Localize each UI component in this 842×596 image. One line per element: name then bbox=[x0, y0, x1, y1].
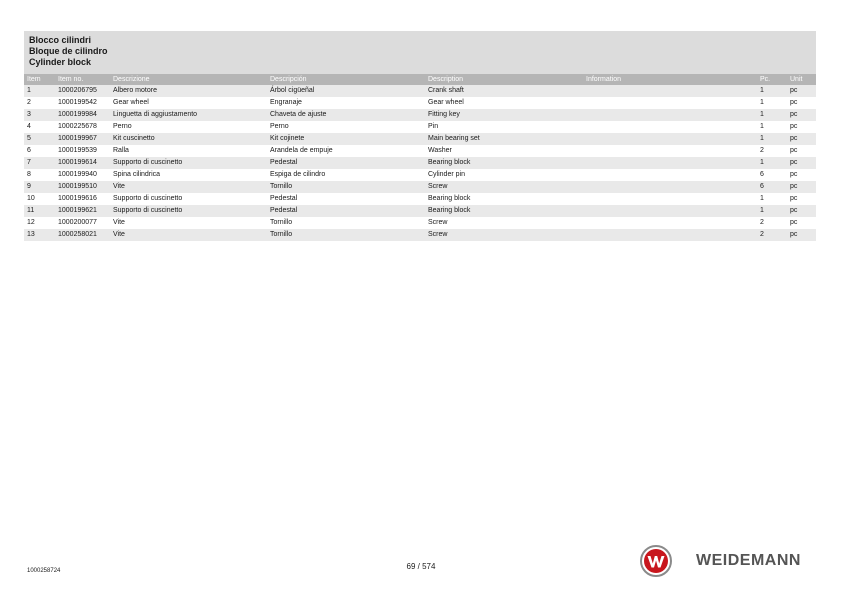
cell-quantity: 6 bbox=[757, 169, 787, 181]
column-header-item: Item bbox=[24, 74, 55, 85]
cell-description-spanish: Arandela de empuje bbox=[267, 145, 425, 157]
cell-item-number: 7 bbox=[24, 157, 55, 169]
cell-information bbox=[583, 205, 757, 217]
cell-information bbox=[583, 181, 757, 193]
cell-item-number: 12 bbox=[24, 217, 55, 229]
cell-quantity: 1 bbox=[757, 157, 787, 169]
cell-unit: pc bbox=[787, 97, 816, 109]
cell-description-italian: Ralla bbox=[110, 145, 267, 157]
cell-description-spanish: Kit cojinete bbox=[267, 133, 425, 145]
cell-information bbox=[583, 133, 757, 145]
cell-unit: pc bbox=[787, 169, 816, 181]
cell-description-italian: Supporto di cuscinetto bbox=[110, 157, 267, 169]
column-header-unit: Unit bbox=[787, 74, 816, 85]
cell-part-number: 1000199616 bbox=[55, 193, 110, 205]
weidemann-w-logo-icon bbox=[640, 545, 672, 577]
cell-part-number: 1000200077 bbox=[55, 217, 110, 229]
cell-unit: pc bbox=[787, 157, 816, 169]
cell-description-english: Bearing block bbox=[425, 205, 583, 217]
title-english: Cylinder block bbox=[29, 57, 92, 67]
cell-unit: pc bbox=[787, 145, 816, 157]
cell-item-number: 4 bbox=[24, 121, 55, 133]
cell-unit: pc bbox=[787, 109, 816, 121]
cell-information bbox=[583, 157, 757, 169]
cell-description-english: Bearing block bbox=[425, 157, 583, 169]
cell-information bbox=[583, 121, 757, 133]
cell-unit: pc bbox=[787, 121, 816, 133]
cell-quantity: 2 bbox=[757, 217, 787, 229]
cell-quantity: 2 bbox=[757, 229, 787, 241]
cell-item-number: 3 bbox=[24, 109, 55, 121]
cell-information bbox=[583, 169, 757, 181]
cell-description-italian: Albero motore bbox=[110, 85, 267, 97]
document-number: 1000258724 bbox=[27, 568, 61, 574]
cell-unit: pc bbox=[787, 229, 816, 241]
cell-part-number: 1000206795 bbox=[55, 85, 110, 97]
cell-description-english: Bearing block bbox=[425, 193, 583, 205]
cell-quantity: 1 bbox=[757, 193, 787, 205]
column-header-descrizione: Descrizione bbox=[110, 74, 267, 85]
table-row bbox=[24, 97, 816, 109]
cell-part-number: 1000225678 bbox=[55, 121, 110, 133]
cell-quantity: 1 bbox=[757, 133, 787, 145]
cell-description-english: Crank shaft bbox=[425, 85, 583, 97]
cell-quantity: 1 bbox=[757, 97, 787, 109]
cell-information bbox=[583, 217, 757, 229]
title-italian: Blocco cilindri bbox=[29, 35, 92, 45]
cell-information bbox=[583, 145, 757, 157]
cell-quantity: 1 bbox=[757, 85, 787, 97]
cell-information bbox=[583, 229, 757, 241]
cell-unit: pc bbox=[787, 181, 816, 193]
parts-table-body bbox=[24, 85, 816, 241]
cell-item-number: 2 bbox=[24, 97, 55, 109]
cell-quantity: 6 bbox=[757, 181, 787, 193]
cell-description-spanish: Engranaje bbox=[267, 97, 425, 109]
cell-item-number: 1 bbox=[24, 85, 55, 97]
cell-description-italian: Gear wheel bbox=[110, 97, 267, 109]
table-row bbox=[24, 85, 816, 97]
table-row bbox=[24, 109, 816, 121]
column-header-item-no: Item no. bbox=[55, 74, 110, 85]
cell-quantity: 1 bbox=[757, 121, 787, 133]
cell-quantity: 1 bbox=[757, 109, 787, 121]
table-row bbox=[24, 169, 816, 181]
cell-unit: pc bbox=[787, 133, 816, 145]
cell-part-number: 1000199510 bbox=[55, 181, 110, 193]
cell-item-number: 11 bbox=[24, 205, 55, 217]
cell-description-english: Main bearing set bbox=[425, 133, 583, 145]
table-row bbox=[24, 181, 816, 193]
cell-description-italian: Vite bbox=[110, 181, 267, 193]
page-number: 69 / 574 bbox=[406, 562, 436, 571]
cell-description-spanish: Pedestal bbox=[267, 205, 425, 217]
cell-description-spanish: Árbol cigüeñal bbox=[267, 85, 425, 97]
cell-description-italian: Vite bbox=[110, 229, 267, 241]
cell-unit: pc bbox=[787, 217, 816, 229]
table-row bbox=[24, 217, 816, 229]
cell-quantity: 2 bbox=[757, 145, 787, 157]
table-row bbox=[24, 145, 816, 157]
brand-wordmark: WEIDEMANN bbox=[696, 552, 801, 569]
cell-item-number: 8 bbox=[24, 169, 55, 181]
cell-description-italian: Supporto di cuscinetto bbox=[110, 205, 267, 217]
cell-description-spanish: Pedestal bbox=[267, 157, 425, 169]
cell-description-english: Washer bbox=[425, 145, 583, 157]
cell-description-spanish: Perno bbox=[267, 121, 425, 133]
cell-information bbox=[583, 109, 757, 121]
column-header-descripcion: Descripción bbox=[267, 74, 425, 85]
cell-description-italian: Linguetta di aggiustamento bbox=[110, 109, 267, 121]
column-header-pc: Pc. bbox=[757, 74, 787, 85]
cell-unit: pc bbox=[787, 85, 816, 97]
cell-part-number: 1000199621 bbox=[55, 205, 110, 217]
cell-description-english: Pin bbox=[425, 121, 583, 133]
cell-part-number: 1000199614 bbox=[55, 157, 110, 169]
cell-description-english: Gear wheel bbox=[425, 97, 583, 109]
cell-item-number: 10 bbox=[24, 193, 55, 205]
cell-part-number: 1000199542 bbox=[55, 97, 110, 109]
table-row bbox=[24, 133, 816, 145]
cell-description-spanish: Tornillo bbox=[267, 181, 425, 193]
cell-description-italian: Perno bbox=[110, 121, 267, 133]
table-row bbox=[24, 229, 816, 241]
cell-part-number: 1000258021 bbox=[55, 229, 110, 241]
cell-part-number: 1000199967 bbox=[55, 133, 110, 145]
cell-description-italian: Kit cuscinetto bbox=[110, 133, 267, 145]
cell-description-english: Screw bbox=[425, 229, 583, 241]
cell-description-english: Screw bbox=[425, 217, 583, 229]
cell-item-number: 13 bbox=[24, 229, 55, 241]
parts-table bbox=[24, 74, 816, 241]
cell-item-number: 6 bbox=[24, 145, 55, 157]
cell-information bbox=[583, 97, 757, 109]
table-row bbox=[24, 193, 816, 205]
title-spanish: Bloque de cilindro bbox=[29, 46, 108, 56]
column-header-description: Description bbox=[425, 74, 583, 85]
cell-information bbox=[583, 193, 757, 205]
title-box bbox=[24, 31, 816, 74]
table-row bbox=[24, 157, 816, 169]
cell-description-english: Fitting key bbox=[425, 109, 583, 121]
column-header-information: Information bbox=[583, 74, 757, 85]
cell-information bbox=[583, 85, 757, 97]
cell-part-number: 1000199539 bbox=[55, 145, 110, 157]
table-row bbox=[24, 205, 816, 217]
table-header-row bbox=[24, 74, 816, 85]
cell-quantity: 1 bbox=[757, 205, 787, 217]
cell-description-italian: Vite bbox=[110, 217, 267, 229]
cell-description-english: Screw bbox=[425, 181, 583, 193]
cell-unit: pc bbox=[787, 205, 816, 217]
cell-description-italian: Spina cilindrica bbox=[110, 169, 267, 181]
cell-part-number: 1000199984 bbox=[55, 109, 110, 121]
cell-item-number: 9 bbox=[24, 181, 55, 193]
cell-description-spanish: Tornillo bbox=[267, 229, 425, 241]
cell-description-spanish: Chaveta de ajuste bbox=[267, 109, 425, 121]
cell-description-spanish: Espiga de cilindro bbox=[267, 169, 425, 181]
cell-item-number: 5 bbox=[24, 133, 55, 145]
table-row bbox=[24, 121, 816, 133]
cell-description-spanish: Pedestal bbox=[267, 193, 425, 205]
cell-description-english: Cylinder pin bbox=[425, 169, 583, 181]
cell-description-spanish: Tornillo bbox=[267, 217, 425, 229]
cell-part-number: 1000199940 bbox=[55, 169, 110, 181]
cell-unit: pc bbox=[787, 193, 816, 205]
cell-description-italian: Supporto di cuscinetto bbox=[110, 193, 267, 205]
